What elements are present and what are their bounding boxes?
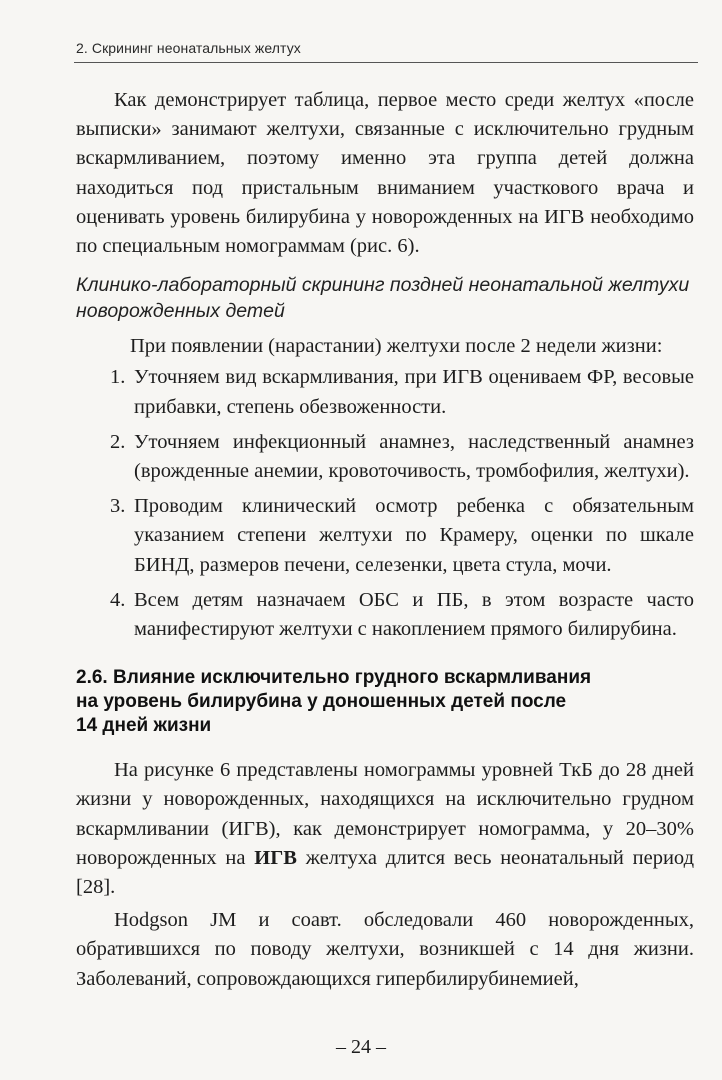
list-item — [76, 363, 694, 421]
paragraph-hodgson: Hodgson JM и соавт. обследовали 460 новорожденных, обратившихся по поводу желтухи, возникшей с 14 дня жизни. Заболеваний, сопровождающихся гипербилирубинемией, — [76, 909, 694, 990]
list-item-number: 3. — [110, 495, 126, 518]
running-head: 2. Скрининг неонатальных желтух — [76, 40, 301, 56]
paragraph-nomograms-text-2: желтуха длится весь неонатальный период [28]. — [76, 846, 694, 899]
list-item-text: Уточняем инфекционный анамнез, наследственный анамнез (врожденные анемии, кровоточивость, тромбофилия, желтухи). — [134, 430, 694, 483]
list-item-text: Уточняем вид вскармливания, при ИГВ оцениваем ФР, весовые прибавки, степень обезвоженности. — [134, 366, 694, 418]
list-item-text: Всем детям назначаем ОБС и ПБ, в этом возрасте часто манифестируют желтухи с накоплением прямого билирубина. — [134, 588, 694, 641]
list-item-number: 1. — [110, 366, 126, 389]
paragraph-nomograms-text-1: На рисунке 6 представлены номограммы уровней ТкБ до 28 дней жизни у новорожденных, находящихся на исключительно грудном вскармливании (ИГВ), как демонстрирует номограмма, у 20–30% новорожденных на — [76, 759, 694, 869]
list-item-number: 4. — [110, 588, 126, 611]
section-title-line-3: 14 дней жизни — [76, 715, 212, 737]
list-item — [76, 492, 694, 580]
list-item — [76, 428, 694, 486]
section-title-line-1: 2.6. Влияние исключительно грудного вскармливания — [76, 667, 592, 689]
section-title-line-2: на уровень билирубина у доношенных детей после — [76, 691, 567, 713]
header-rule — [74, 62, 698, 63]
section-title — [76, 666, 694, 738]
list-item — [76, 586, 694, 644]
page-body — [76, 86, 694, 994]
list-item-text: Проводим клинический осмотр ребенка с обязательным указанием степени желтухи по Крамеру, оценки по шкале БИНД, размеров печени, селезенки, цвета стула, мочи. — [134, 495, 694, 576]
subheading-screening: Клинико-лабораторный скрининг поздней неонатальной желтухи новорожденных детей — [76, 274, 690, 322]
screening-steps-list — [76, 363, 694, 644]
list-item-number: 2. — [110, 430, 126, 453]
bold-abbreviation: ИГВ — [254, 846, 297, 869]
page-number: – 24 – — [336, 1036, 386, 1058]
paragraph-intro: Как демонстрирует таблица, первое место среди желтух «после выписки» занимают желтухи, связанные с исключительно грудным вскармливанием, поэтому именно эта группа детей должна находиться под пристальным вниманием участкового врача и оценивать уровень билирубина у новорожденных на ИГВ необходимо по специальным номограммам (рис. 6). — [76, 89, 694, 258]
list-intro: При появлении (нарастании) желтухи после 2 недели жизни: — [130, 335, 663, 358]
paragraph-nomograms — [76, 756, 694, 902]
